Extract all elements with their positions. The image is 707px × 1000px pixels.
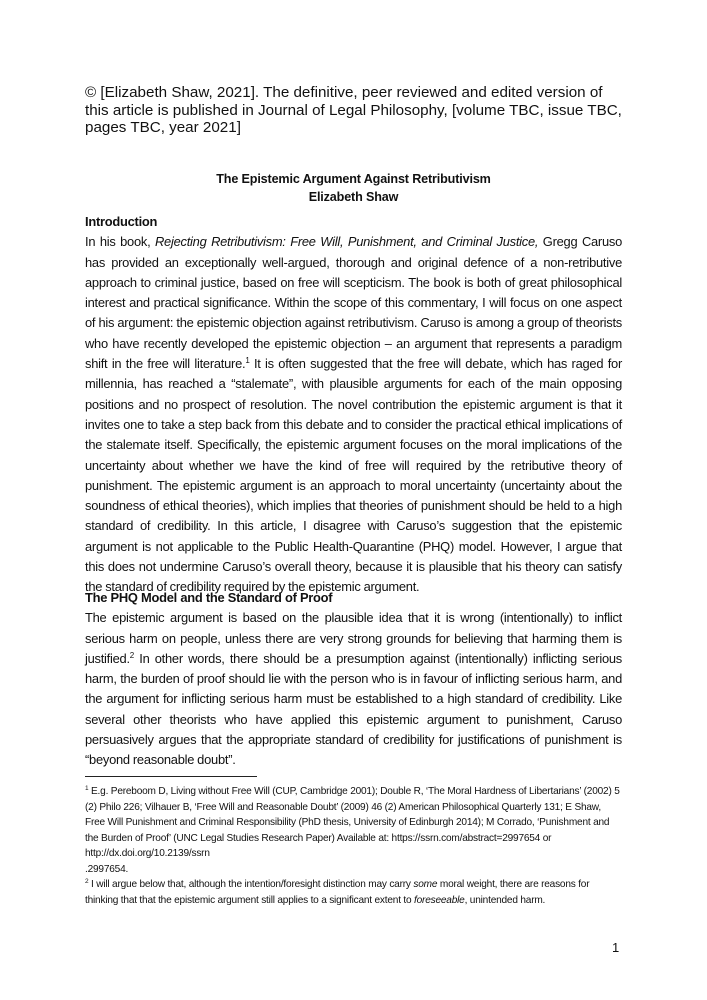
footnote-text: moral weight, there are reasons for thinking that that the epistemic argument still applies to a significant extent to	[85, 879, 590, 906]
text-run: In his book,	[85, 234, 155, 250]
text-run: The epistemic argument is based on the plausible idea that it is wrong (intentionally) to inflict serious harm on people, unless there are very strong grounds for believing that harming them is justified.	[85, 610, 622, 666]
footnotes	[85, 784, 622, 908]
article-title: The Epistemic Argument Against Retributivism	[216, 172, 491, 186]
article-author: Elizabeth Shaw	[308, 190, 399, 204]
section-heading: The PHQ Model and the Standard of Proof	[85, 590, 333, 605]
emphasis: some	[413, 879, 438, 890]
body-paragraph	[85, 608, 622, 770]
section-heading: Introduction	[85, 214, 158, 229]
page-number: 1	[612, 940, 620, 955]
book-title: Rejecting Retributivism: Free Will, Punishment, and Criminal Justice,	[155, 234, 539, 250]
footnote-reference[interactable]: 2	[129, 650, 134, 660]
section-phq-model	[85, 588, 622, 771]
footnote-text-tail: .2997654.	[85, 863, 129, 875]
footnote-text: I will argue below that, although the intention/foresight distinction may carry	[88, 879, 414, 890]
footnote-separator	[85, 776, 257, 777]
footnote-reference[interactable]: 1	[245, 356, 250, 366]
text-run: It is often suggested that the free will debate, which has raged for millennia, has reached a “stalemate”, with plausible arguments for each of the main opposing positions and no prospect of resolution. The novel contribution the epistemic argument is that it invites one to take a step back from this debate and to consider the practical ethical implications of the stalemate itself. Specifically, the epistemic argument focuses on the moral implications of the uncertainty about whether we have the kind of free will required by the retributive theory of punishment. The epistemic argument is an approach to moral uncertainty (uncertainty about the soundness of ethical theories), which implies that theories of punishment should be held to a high standard of credibility. In this article, I disagree with Caruso’s suggestion that the epistemic argument is not applicable to the Public Health-Quarantine (PHQ) model. However, I argue that this does not undermine Caruso’s overall theory, because it is plausible that his theory can satisfy the standard of credibility required by the epistemic argument.	[85, 356, 622, 595]
footnote-text: E.g. Pereboom D, Living without Free Will (CUP, Cambridge 2001); Double R, ‘The Moral Hardness of Libertarians’ (2002) 5 (2) Philo 226; Vilhauer B, ‘Free Will and Reasonable Doubt’ (2009) 46 (2) American Philosophical Quarterly 131; E Shaw, Free Will Punishment and Criminal Responsibility (PhD thesis, University of Edinburgh 2014); M Corrado, ‘Punishment and the Burden of Proof’ (UNC Legal Studies Research Paper) Available at: https://ssrn.com/abstract=2997654 or http://dx.doi.org/10.2139/ssrn	[85, 786, 620, 859]
text-run: Gregg Caruso has provided an exceptionally well-argued, thorough and original defence of a non-retributive approach to criminal justice, based on free will scepticism. The book is both of great philosophical interest and practical significance. Within the scope of this commentary, I will focus on one aspect of his argument: the epistemic objection against retributivism. Caruso is among a group of theorists who have recently developed the epistemic objection – an argument that represents a paradigm shift in the free will literature.	[85, 234, 623, 372]
copyright-notice: © [Elizabeth Shaw, 2021]. The definitive, peer reviewed and edited version of this article is published in Journal of Legal Philosophy, [volume TBC, issue TBC, pages TBC, year 2021]	[85, 84, 622, 137]
section-introduction	[85, 212, 622, 598]
footnote-number: 2	[85, 878, 89, 885]
footnote-number: 1	[85, 785, 89, 792]
emphasis: foreseeable	[414, 894, 465, 906]
footnote-2	[85, 877, 622, 908]
footnote-text: , unintended harm.	[464, 894, 546, 906]
body-paragraph	[85, 232, 622, 597]
footnote-1	[85, 784, 622, 877]
text-run: In other words, there should be a presumption against (intentionally) inflicting serious harm, the burden of proof should lie with the person who is in favour of inflicting serious harm, and the argument for inflicting serious harm must be established to a high standard of credibility. Like several other theorists who have applied this epistemic argument to punishment, Caruso persuasively argues that the appropriate standard of credibility for justifications of punishment is “beyond reasonable doubt”.	[85, 650, 622, 768]
title-block	[85, 170, 622, 206]
